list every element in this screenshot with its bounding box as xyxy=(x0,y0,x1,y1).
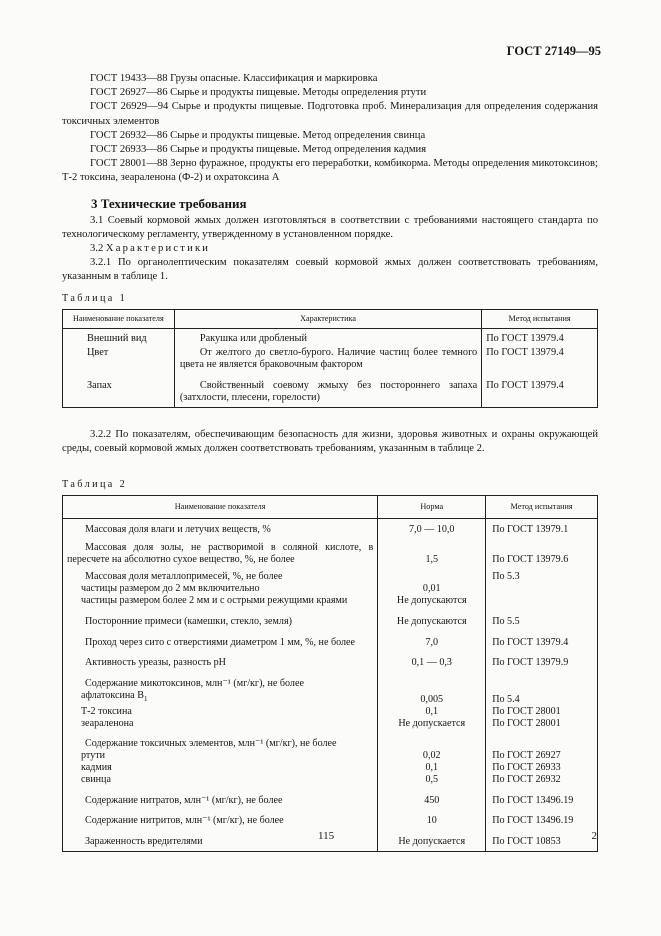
paragraph-3-2-2-block xyxy=(62,428,598,456)
normative-references xyxy=(62,72,598,186)
cell-method: По ГОСТ 13496.19 xyxy=(486,789,598,810)
cell-norm: 0,1 — 0,3 xyxy=(378,651,486,672)
table-row xyxy=(63,519,598,539)
cell-method: По ГОСТ 13979.4 xyxy=(486,631,598,652)
cell-characteristic: Свойственный соевому жмыху без постороннего запаха (затхлости, плесени, горелости) xyxy=(174,371,481,408)
paragraph-number: 3.2 xyxy=(90,243,104,254)
cell-norm: 0,02 0,1 0,5 xyxy=(378,732,486,788)
cell-name: Массовая доля металлопримесей, %, не более частицы размером до 2 мм включительно частицы размером более 2 мм и с острыми режущими краями xyxy=(63,568,378,609)
column-header: Наименование показателя xyxy=(63,496,378,519)
reference-item: ГОСТ 26932—86 Сырье и продукты пищевые. Метод определения свинца xyxy=(90,129,426,141)
cell-name: Цвет xyxy=(63,345,175,371)
cell-name: Внешний вид xyxy=(63,329,175,346)
table1-caption: Таблица 1 xyxy=(62,293,128,304)
cell-method: По ГОСТ 13979.4 xyxy=(482,329,598,346)
table-row xyxy=(63,672,598,732)
cell-name: Содержание микотоксинов, млн⁻¹ (мг/кг), не более афлатоксина $B_1$ Т-2 токсина зеараленона xyxy=(63,672,378,732)
cell-name: Содержание нитритов, млн⁻¹ (мг/кг), не более xyxy=(63,809,378,830)
cell-norm: 1,5 xyxy=(378,539,486,569)
table-row xyxy=(63,631,598,652)
column-header: Метод испытания xyxy=(482,310,598,329)
reference-item: ГОСТ 28001—88 Зерно фуражное, продукты его переработки, комбикорма. Методы определения микотоксинов; Т-2 токсина, зеараленона (Ф-2) и охратоксина А xyxy=(62,158,598,184)
table-row xyxy=(63,539,598,569)
cell-name: Запах xyxy=(63,371,175,408)
cell-name: Содержание нитратов, млн⁻¹ (мг/кг), не более xyxy=(63,789,378,810)
column-header: Норма xyxy=(378,496,486,519)
table-row xyxy=(63,789,598,810)
table-1 xyxy=(62,309,598,408)
page-number: 115 xyxy=(318,830,335,842)
table2-caption: Таблица 2 xyxy=(62,479,128,490)
table-2 xyxy=(62,495,598,852)
cell-name: Проход через сито с отверстиями диаметром 1 мм, %, не более xyxy=(63,631,378,652)
cell-name: Массовая доля влаги и летучих веществ, % xyxy=(63,519,378,539)
cell-method: По 5.5 xyxy=(486,610,598,631)
table-row xyxy=(63,371,598,408)
table-header-row xyxy=(63,496,598,519)
cell-norm: 0,01 Не допускаются xyxy=(378,568,486,609)
table-row xyxy=(63,651,598,672)
cell-norm: Не допускается xyxy=(378,830,486,851)
section-body xyxy=(62,214,598,284)
cell-method: По 5.4 По ГОСТ 28001 По ГОСТ 28001 xyxy=(486,672,598,732)
cell-method: По ГОСТ 13979.4 xyxy=(482,371,598,408)
table-row xyxy=(63,610,598,631)
table-row xyxy=(63,345,598,371)
column-header: Наименование показателя xyxy=(63,310,175,329)
cell-norm: 7,0 — 10,0 xyxy=(378,519,486,539)
table-row xyxy=(63,568,598,609)
paragraph-heading: Характеристики xyxy=(105,243,211,254)
cell-norm: 0,005 0,1 Не допускается xyxy=(378,672,486,732)
cell-characteristic: От желтого до светло-бурого. Наличие частиц более темного цвета не является браковочным фактором xyxy=(174,345,481,371)
cell-method: По ГОСТ 13979.4 xyxy=(482,345,598,371)
cell-norm: 7,0 xyxy=(378,631,486,652)
cell-norm: Не допускаются xyxy=(378,610,486,631)
reference-item: ГОСТ 26927—86 Сырье и продукты пищевые. Методы определения ртути xyxy=(90,87,427,99)
cell-name: Зараженность вредителями xyxy=(63,830,378,851)
column-header: Метод испытания xyxy=(486,496,598,519)
cell-method: По ГОСТ 26927 По ГОСТ 26933 По ГОСТ 26932 xyxy=(486,732,598,788)
paragraph-3-1: 3.1 Соевый кормовой жмых должен изготовляться в соответствии с требованиями настоящего стандарта по технологическому регламенту, утвержденному в установленном порядке. xyxy=(62,215,598,240)
paragraph-3-2-2: 3.2.2 По показателям, обеспечивающим безопасность для жизни, здоровья животных и охраны окружающей среды, соевый кормовой жмых должен соответствовать требованиям, указанным в таблице 2. xyxy=(62,429,598,454)
cell-name: Содержание токсичных элементов, млн⁻¹ (мг/кг), не более ртути кадмия свинца xyxy=(63,732,378,788)
cell-norm: 450 xyxy=(378,789,486,810)
cell-name: Активность уреазы, разность рН xyxy=(63,651,378,672)
table-row xyxy=(63,329,598,346)
standard-number: ГОСТ 27149—95 xyxy=(506,44,601,58)
table-header-row xyxy=(63,310,598,329)
column-header: Характеристика xyxy=(174,310,481,329)
cell-method: По 5.3 xyxy=(486,568,598,609)
cell-method: По ГОСТ 10853 xyxy=(486,830,598,851)
cell-norm: 10 xyxy=(378,809,486,830)
paragraph-3-2-1: 3.2.1 По органолептическим показателям соевый кормовой жмых должен соответствовать требованиям, указанным в таблице 1. xyxy=(62,257,598,282)
cell-name: Массовая доля золы, не растворимой в соляной кислоте, в пересчете на абсолютно сухое вещество, %, не более xyxy=(63,539,378,569)
cell-name: Посторонние примеси (камешки, стекло, земля) xyxy=(63,610,378,631)
page-number-right: 2 xyxy=(591,830,597,842)
table-row xyxy=(63,809,598,830)
cell-method: По ГОСТ 13496.19 xyxy=(486,809,598,830)
cell-characteristic: Ракушка или дробленый xyxy=(174,329,481,346)
reference-item: ГОСТ 26929—94 Сырье и продукты пищевые. Подготовка проб. Минерализация для определения содержания токсичных элементов xyxy=(62,101,598,127)
section-title: 3 Технические требования xyxy=(91,196,247,211)
reference-item: ГОСТ 26933—86 Сырье и продукты пищевые. Метод определения кадмия xyxy=(90,144,427,156)
paragraph-3-2 xyxy=(62,242,598,256)
table-row xyxy=(63,732,598,788)
cell-method: По ГОСТ 13979.1 xyxy=(486,519,598,539)
reference-item: ГОСТ 19433—88 Грузы опасные. Классификация и маркировка xyxy=(90,73,378,84)
cell-method: По ГОСТ 13979.9 xyxy=(486,651,598,672)
cell-method: По ГОСТ 13979.6 xyxy=(486,539,598,569)
